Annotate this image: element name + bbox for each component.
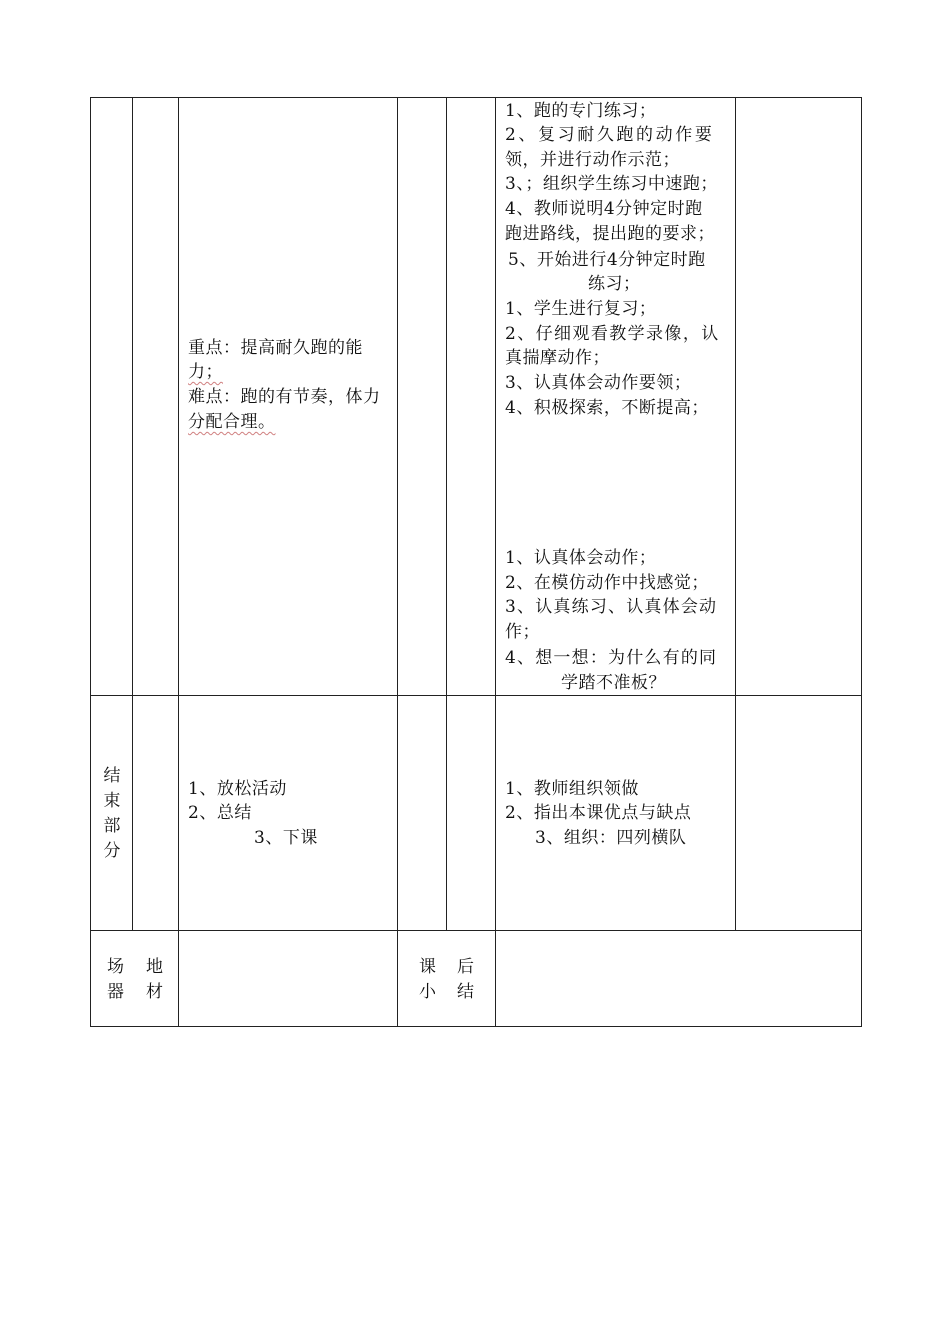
- activity-line: 3、；组织学生练习中速跑；: [505, 174, 718, 194]
- ending-content-line: 3、下课: [254, 828, 318, 848]
- activity-line: 2、复习耐久跑的动作要: [505, 125, 715, 145]
- row-divider-main-ending: [90, 695, 862, 696]
- activity-line: 跑进路线，提出跑的要求；: [505, 224, 715, 244]
- student-line: 4、想一想：为什么有的同: [505, 648, 718, 668]
- col-divider-3: [397, 97, 398, 1027]
- ending-section-label: [100, 764, 124, 864]
- student-line: 3、认真练习、认真体会动: [505, 597, 718, 617]
- summary-label-char: 后: [457, 957, 475, 977]
- table-border-right: [861, 97, 862, 1027]
- activity-line: 练习；: [588, 274, 641, 294]
- col-divider-4: [446, 97, 447, 931]
- venue-label-char: 器: [107, 982, 125, 1002]
- activity-line: 1、跑的专门练习；: [505, 101, 657, 121]
- table-border-bottom: [90, 1026, 862, 1027]
- table-border-top: [90, 97, 862, 98]
- col-divider-1: [132, 97, 133, 931]
- ending-org-line: 3、组织：四列横队: [535, 828, 687, 848]
- summary-label-char: 小: [419, 982, 437, 1002]
- ending-org-line: 1、教师组织领做: [505, 779, 639, 799]
- key-point-line: 力；: [188, 362, 223, 382]
- ending-content-line: 1、放松活动: [188, 779, 287, 799]
- activity-line: 1、学生进行复习；: [505, 299, 657, 319]
- activity-line: 5、开始进行4分钟定时跑: [508, 250, 706, 270]
- student-line: 1、认真体会动作；: [505, 548, 657, 568]
- venue-label-char: 场: [107, 957, 125, 977]
- label-char: 束: [103, 791, 121, 811]
- difficulty-line: 难点：跑的有节奏，体力: [188, 387, 381, 407]
- activity-line: 2、仔细观看教学录像，认: [505, 324, 720, 344]
- col-divider-6: [735, 97, 736, 931]
- col-divider-5: [495, 97, 496, 1027]
- activity-line: 3、认真体会动作要领；: [505, 373, 692, 393]
- venue-label-char: 材: [146, 982, 164, 1002]
- row-divider-ending-footer: [90, 930, 862, 931]
- summary-label-char: 课: [419, 957, 437, 977]
- label-char: 分: [103, 841, 121, 861]
- ending-content-line: 2、总结: [188, 803, 252, 823]
- activity-line: 4、教师说明4分钟定时跑: [505, 199, 703, 219]
- difficulty-line: 分配合理。: [188, 412, 276, 432]
- ending-org-line: 2、指出本课优点与缺点: [505, 803, 692, 823]
- activity-line: 真揣摩动作；: [505, 348, 610, 368]
- venue-label-char: 地: [146, 957, 164, 977]
- key-point-line: 重点：提高耐久跑的能: [188, 338, 363, 358]
- activity-line: 4、积极探索，不断提高；: [505, 398, 709, 418]
- student-line: 2、在模仿动作中找感觉；: [505, 573, 709, 593]
- summary-label-char: 结: [457, 982, 475, 1002]
- activity-line: 领，并进行动作示范；: [505, 150, 680, 170]
- student-line: 作；: [505, 622, 540, 642]
- student-line: 学踏不准板？: [561, 673, 666, 693]
- label-char: 部: [103, 816, 121, 836]
- label-char: 结: [103, 766, 121, 786]
- col-divider-2: [178, 97, 179, 1027]
- table-border-left: [90, 97, 91, 1027]
